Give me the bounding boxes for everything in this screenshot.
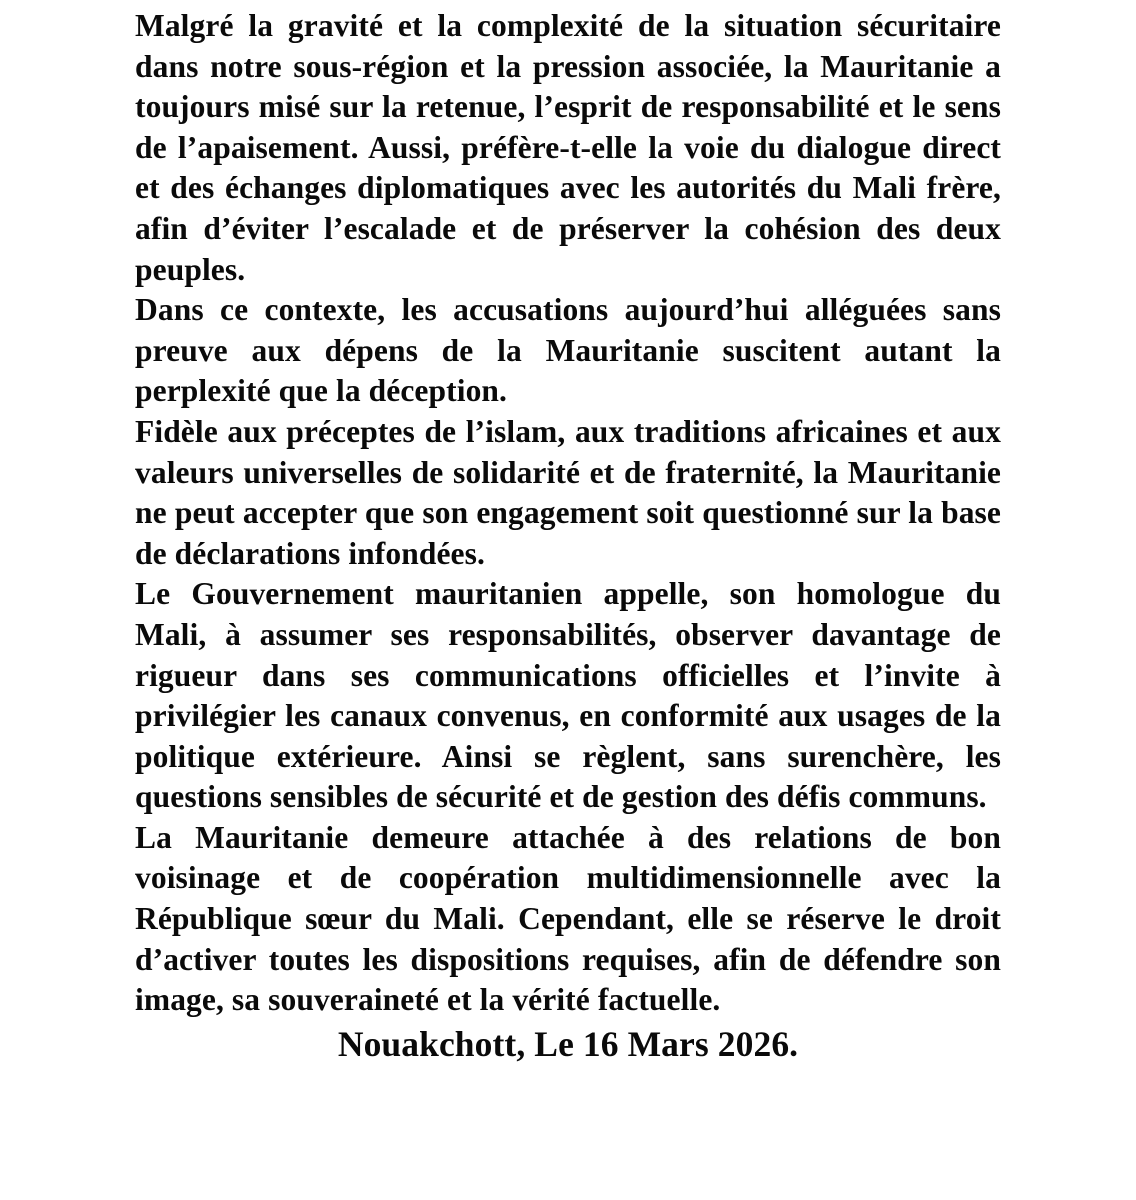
body-paragraph: Fidèle aux préceptes de l’islam, aux traditions africaines et aux valeurs universelles de solidarité et de fraternité, la Mauritanie ne peut accepter que son engagement soit questionné sur la base de déclarations infondées.	[135, 413, 1001, 571]
body-paragraph: Malgré la gravité et la complexité de la situation sécuritaire dans notre sous-région et la pression associée, la Mauritanie a toujours misé sur la retenue, l’esprit de responsabilité et le sens de l’apaisement. Aussi, préfère-t-elle la voie du dialogue direct et des échanges diplomatiques avec les autorités du Mali frère, afin d’éviter l’escalade et de préserver la cohésion des deux peuples.	[135, 8, 1001, 287]
communique-text-block	[135, 6, 1001, 1066]
body-paragraph: Le Gouvernement mauritanien appelle, son homologue du Mali, à assumer ses responsabilités, observer davantage de rigueur dans ses communications officielles et l’invite à privilégier les canaux convenus, en conformité aux usages de la politique extérieure. Ainsi se règlent, sans surenchère, les questions sensibles de sécurité et de gestion des défis communs.	[135, 576, 1001, 815]
dateline: Nouakchott, Le 16 Mars 2026.	[337, 1023, 799, 1064]
body-paragraph: La Mauritanie demeure attachée à des relations de bon voisinage et de coopération multidimensionnelle avec la République sœur du Mali. Cependant, elle se réserve le droit d’activer toutes les dispositions requises, afin de défendre son image, sa souveraineté et la vérité factuelle.	[135, 819, 1001, 1018]
body-paragraph: Dans ce contexte, les accusations aujourd’hui alléguées sans preuve aux dépens de la Mauritanie suscitent autant la perplexité que la déception.	[135, 292, 1001, 409]
